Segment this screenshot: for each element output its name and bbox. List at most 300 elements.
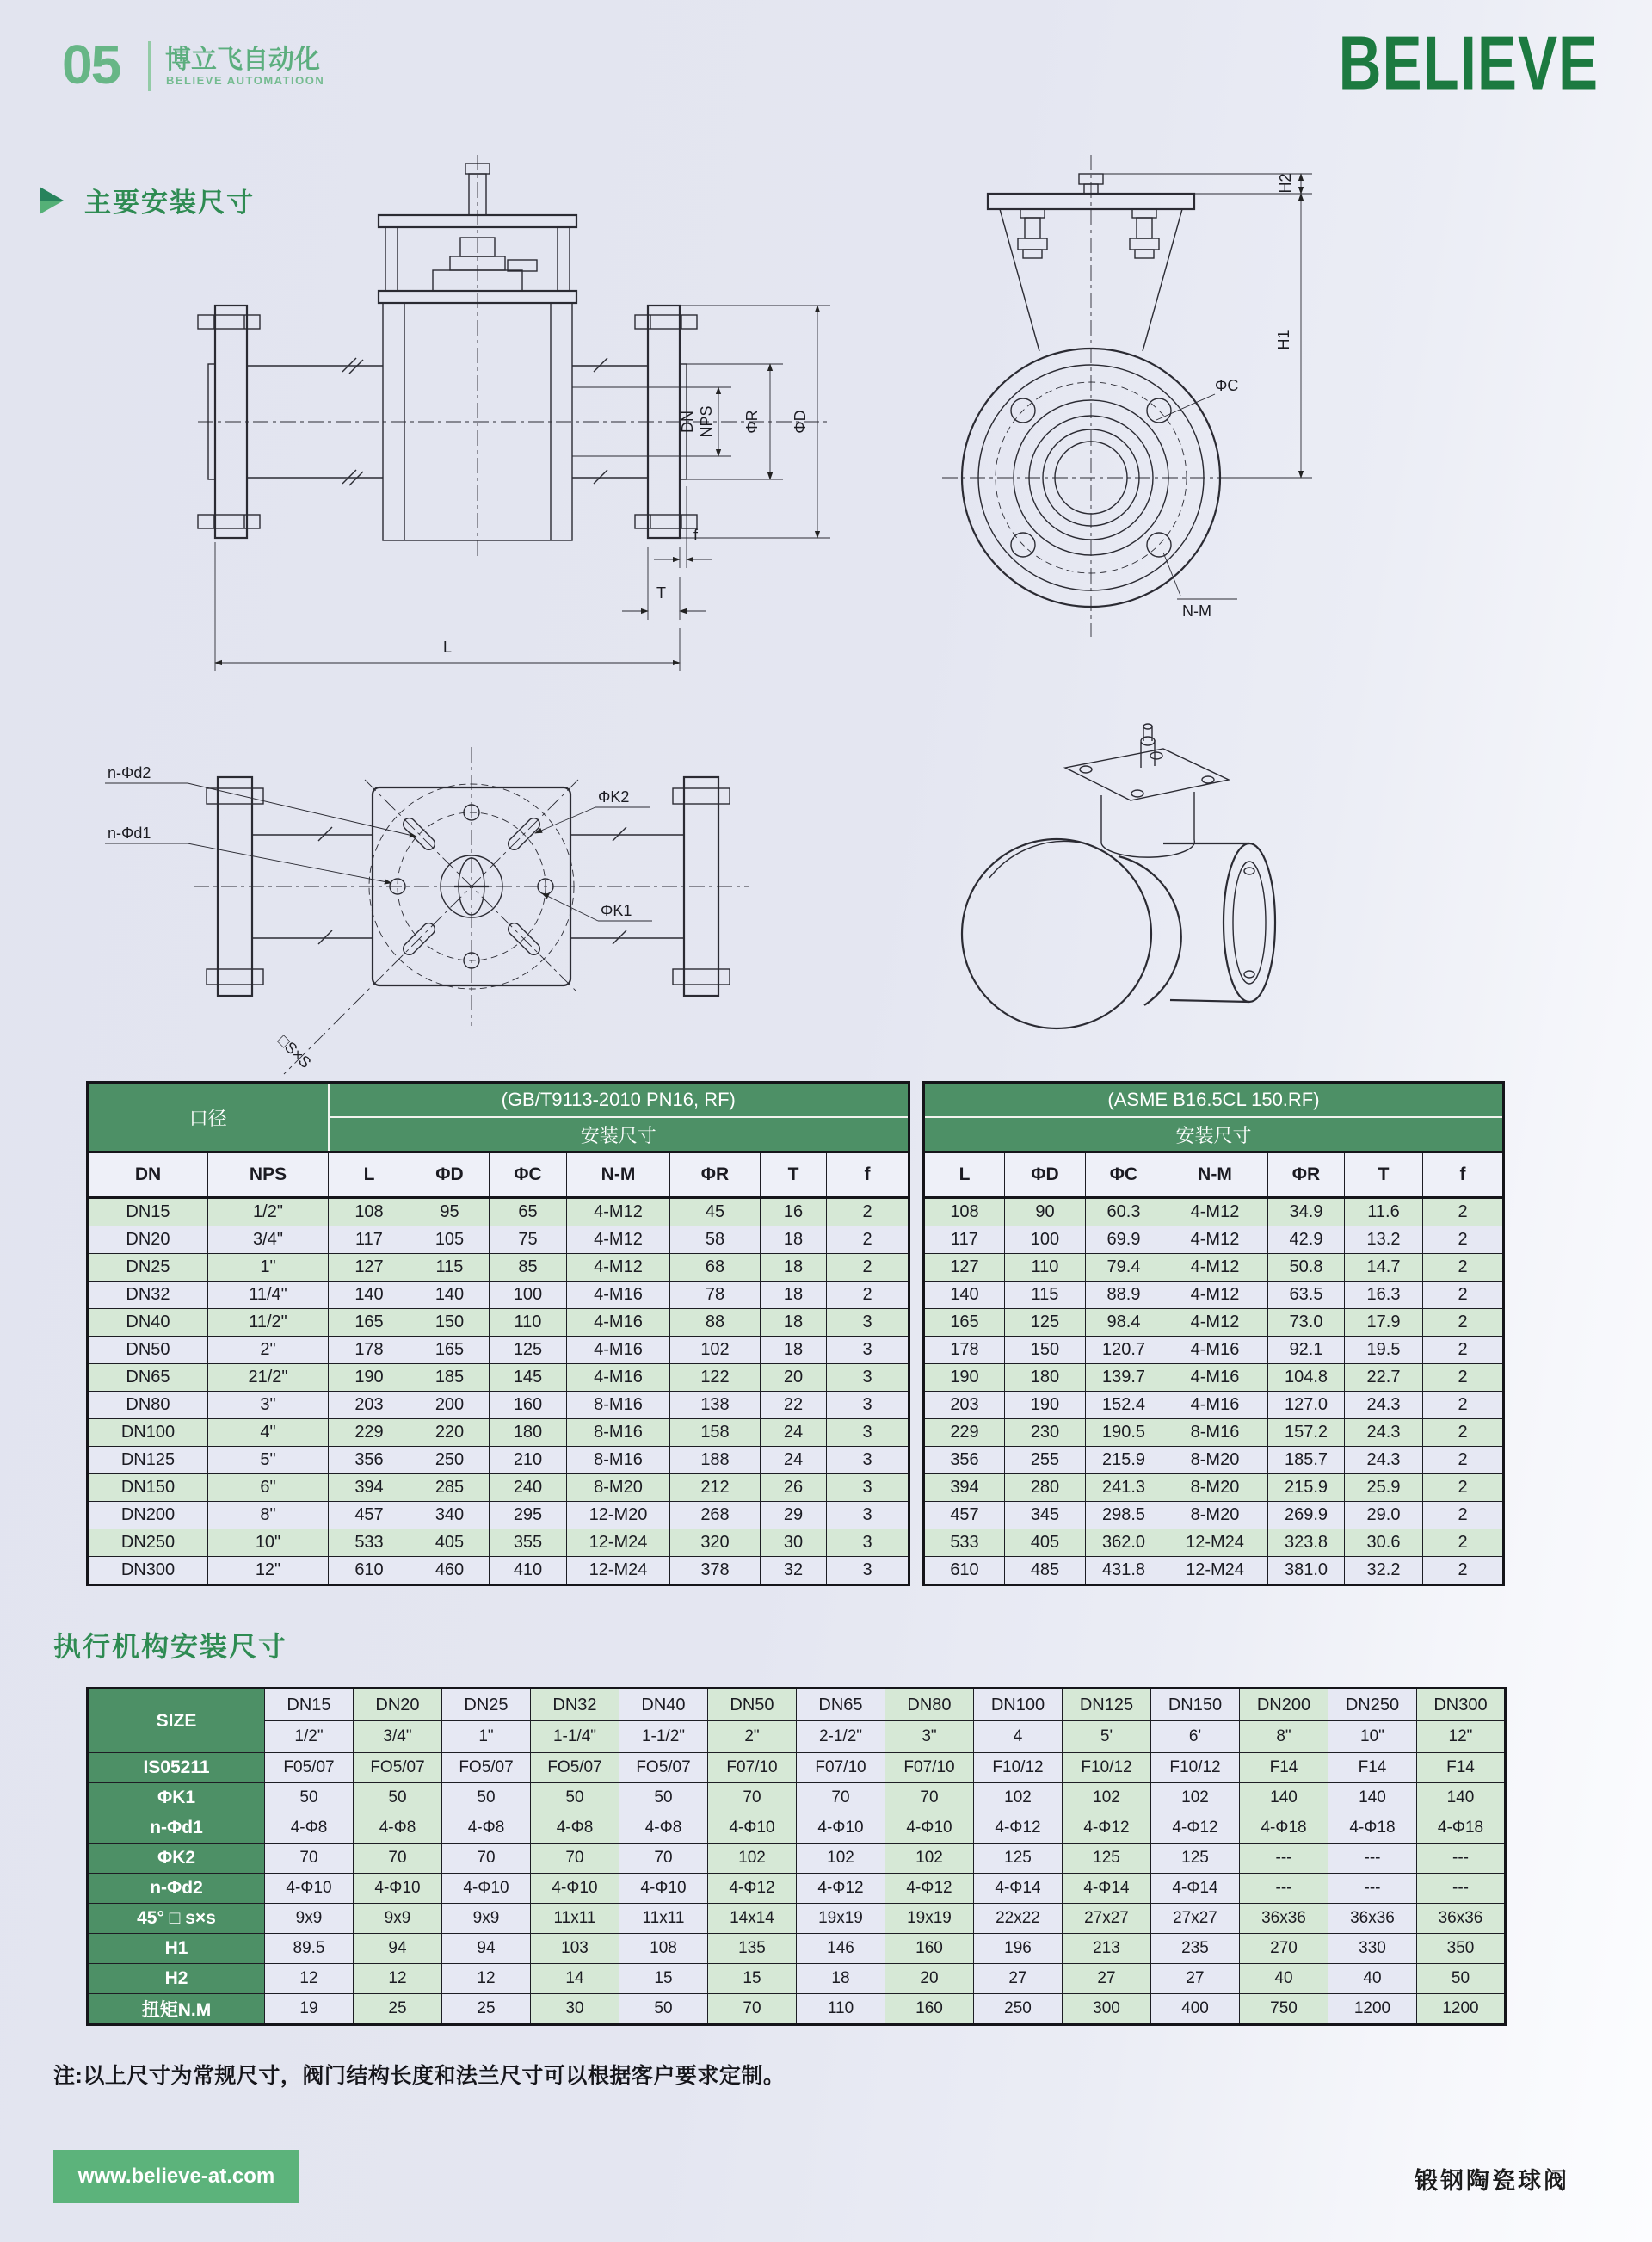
table-cell: 2: [1423, 1392, 1504, 1419]
table-cell: 3: [827, 1392, 909, 1419]
col-header: T: [761, 1152, 827, 1198]
table-cell: 295: [490, 1502, 567, 1529]
table-cell: 8-M16: [567, 1392, 670, 1419]
table-cell: 18: [761, 1282, 827, 1309]
table-cell: 42.9: [1268, 1226, 1345, 1254]
dim-label-phik2: ΦK2: [598, 788, 630, 806]
table-cell: 85: [490, 1254, 567, 1282]
table-row: [88, 1964, 1506, 1994]
table-cell: 4-Φ10: [265, 1874, 354, 1904]
table-cell: 610: [924, 1557, 1005, 1585]
product-name: 锻钢陶瓷球阀: [1415, 2168, 1569, 2194]
table-cell: 150: [410, 1309, 490, 1337]
table-cell: 140: [410, 1282, 490, 1309]
table-cell: 1/2": [265, 1721, 354, 1753]
table-cell: 400: [1151, 1994, 1240, 2025]
table-cell: 8-M20: [1162, 1502, 1268, 1529]
table-cell: DN80: [885, 1689, 974, 1721]
table-cell: 269.9: [1268, 1502, 1345, 1529]
table-cell: 102: [670, 1337, 761, 1364]
table-cell: 190.5: [1086, 1419, 1162, 1447]
table-cell: 3: [827, 1309, 909, 1337]
table-cell: 1200: [1417, 1994, 1506, 2025]
table-cell: DN20: [354, 1689, 442, 1721]
table-cell: DN50: [88, 1337, 208, 1364]
table-cell: 2: [1423, 1282, 1504, 1309]
table-cell: 4-M16: [567, 1337, 670, 1364]
table-cell: 250: [974, 1994, 1063, 2025]
table-row: [88, 1502, 909, 1529]
table-cell: 88: [670, 1309, 761, 1337]
table-cell: 6": [208, 1474, 329, 1502]
table-cell: 356: [924, 1447, 1005, 1474]
table-cell: 138: [670, 1392, 761, 1419]
col-header: f: [1423, 1152, 1504, 1198]
table-cell: 30: [761, 1529, 827, 1557]
dim-label-n-m: N-M: [1182, 602, 1211, 620]
asme-column-header-row: [924, 1152, 1504, 1198]
col-header: ΦR: [670, 1152, 761, 1198]
table-cell: 70: [531, 1844, 620, 1874]
table-cell: 4-M12: [1162, 1309, 1268, 1337]
table-row: [88, 1254, 909, 1282]
table-cell: 14: [531, 1964, 620, 1994]
table-cell: 2: [1423, 1337, 1504, 1364]
table-cell: 203: [924, 1392, 1005, 1419]
table-cell: 200: [410, 1392, 490, 1419]
table-cell: 229: [329, 1419, 410, 1447]
table-cell: 40: [1240, 1964, 1328, 1994]
table-cell: ---: [1417, 1844, 1506, 1874]
table-row: [88, 1337, 909, 1364]
table-cell: 188: [670, 1447, 761, 1474]
table-cell: 25: [442, 1994, 531, 2025]
col-header: N-M: [1162, 1152, 1268, 1198]
table-cell: 30: [531, 1994, 620, 2025]
table-cell: 27x27: [1063, 1904, 1151, 1934]
table-cell: DN300: [88, 1557, 208, 1585]
table-cell: 14.7: [1345, 1254, 1423, 1282]
dim-label-phi-r: ΦR: [743, 410, 761, 434]
table-cell: 18: [761, 1337, 827, 1364]
table-cell: F10/12: [1063, 1753, 1151, 1783]
table-cell: 115: [1005, 1282, 1086, 1309]
table-row: [88, 1874, 1506, 1904]
table-cell: 2: [1423, 1447, 1504, 1474]
valve-technical-drawings: [0, 155, 1652, 1084]
install-dim-header-cell: 安装尺寸: [329, 1117, 909, 1152]
table-cell: 3": [885, 1721, 974, 1753]
table-cell: 330: [1328, 1934, 1417, 1964]
table-cell: 27x27: [1151, 1904, 1240, 1934]
table-cell: 2: [1423, 1226, 1504, 1254]
table-cell: 70: [708, 1783, 797, 1813]
table-cell: 95: [410, 1198, 490, 1226]
table-cell: ---: [1240, 1874, 1328, 1904]
table-cell: 165: [924, 1309, 1005, 1337]
table-row: [88, 1226, 909, 1254]
table-cell: 4-M16: [567, 1364, 670, 1392]
table-cell: 10": [1328, 1721, 1417, 1753]
table-row: [924, 1198, 1504, 1226]
table-cell: 4-M16: [1162, 1337, 1268, 1364]
table-cell: F14: [1328, 1753, 1417, 1783]
table-cell: 3/4": [208, 1226, 329, 1254]
table-cell: 108: [329, 1198, 410, 1226]
table-cell: 32: [761, 1557, 827, 1585]
table-cell: DN200: [1240, 1689, 1328, 1721]
table-cell: 2: [1423, 1502, 1504, 1529]
table-cell: 140: [924, 1282, 1005, 1309]
table-cell: 4-M12: [1162, 1226, 1268, 1254]
table-cell: 4-M16: [1162, 1364, 1268, 1392]
table-cell: 1": [442, 1721, 531, 1753]
table-cell: 4-Φ12: [1063, 1813, 1151, 1844]
table-cell: 27: [1063, 1964, 1151, 1994]
table-cell: 190: [1005, 1392, 1086, 1419]
table-cell: DN15: [88, 1198, 208, 1226]
table-cell: IS05211: [88, 1753, 265, 1783]
table-cell: H2: [88, 1964, 265, 1994]
asme-dimension-table: [922, 1081, 1505, 1586]
table-cell: 230: [1005, 1419, 1086, 1447]
size-header-cell: SIZE: [88, 1689, 265, 1753]
table-cell: 50: [531, 1783, 620, 1813]
table-cell: 19x19: [797, 1904, 885, 1934]
table-cell: F14: [1417, 1753, 1506, 1783]
table-cell: 12: [265, 1964, 354, 1994]
col-header: ΦR: [1268, 1152, 1345, 1198]
table-cell: ΦK2: [88, 1844, 265, 1874]
table-row: [88, 1994, 1506, 2025]
table-row: [924, 1419, 1504, 1447]
table-cell: 4-Φ8: [442, 1813, 531, 1844]
table-cell: 63.5: [1268, 1282, 1345, 1309]
table-cell: 29.0: [1345, 1502, 1423, 1529]
table-cell: F10/12: [1151, 1753, 1240, 1783]
table-row: [924, 1337, 1504, 1364]
table-cell: DN100: [974, 1689, 1063, 1721]
table-row: [924, 1474, 1504, 1502]
table-cell: 268: [670, 1502, 761, 1529]
table-row: [88, 1364, 909, 1392]
col-header: ΦC: [490, 1152, 567, 1198]
table-cell: 22x22: [974, 1904, 1063, 1934]
asme-table-body: [924, 1198, 1504, 1585]
table-cell: 4-Φ8: [354, 1813, 442, 1844]
table-cell: 160: [885, 1934, 974, 1964]
table-cell: 扭矩N.M: [88, 1994, 265, 2025]
gb-table-body: [88, 1198, 909, 1585]
table-cell: 1200: [1328, 1994, 1417, 2025]
table-cell: 2: [827, 1198, 909, 1226]
table-cell: 4-M12: [567, 1226, 670, 1254]
table-cell: DN65: [88, 1364, 208, 1392]
table-row: [924, 1502, 1504, 1529]
table-cell: 2-1/2": [797, 1721, 885, 1753]
table-cell: 78: [670, 1282, 761, 1309]
table-cell: 70: [885, 1783, 974, 1813]
table-cell: 3: [827, 1502, 909, 1529]
table-cell: 3: [827, 1474, 909, 1502]
dim-label-t: T: [656, 584, 666, 602]
table-cell: 108: [924, 1198, 1005, 1226]
table-cell: 19: [265, 1994, 354, 2025]
table-cell: 2": [708, 1721, 797, 1753]
table-cell: 4-Φ14: [1151, 1874, 1240, 1904]
table-cell: 3: [827, 1557, 909, 1585]
table-cell: 18: [797, 1964, 885, 1994]
side-view-drawing: [942, 155, 1312, 637]
table-cell: 4-Φ12: [708, 1874, 797, 1904]
dim-label-sxs: □S×S: [274, 1031, 315, 1072]
table-cell: 3: [827, 1529, 909, 1557]
table-cell: 79.4: [1086, 1254, 1162, 1282]
table-cell: DN300: [1417, 1689, 1506, 1721]
table-cell: 94: [354, 1934, 442, 1964]
table-cell: 212: [670, 1474, 761, 1502]
table-row: [924, 1447, 1504, 1474]
table-cell: 110: [797, 1994, 885, 2025]
table-cell: 117: [924, 1226, 1005, 1254]
table-cell: DN20: [88, 1226, 208, 1254]
table-cell: 235: [1151, 1934, 1240, 1964]
table-cell: 298.5: [1086, 1502, 1162, 1529]
table-cell: DN40: [88, 1309, 208, 1337]
table-cell: 127: [329, 1254, 410, 1282]
table-cell: 50.8: [1268, 1254, 1345, 1282]
table-cell: 24: [761, 1419, 827, 1447]
table-cell: 125: [1151, 1844, 1240, 1874]
table-cell: 102: [974, 1783, 1063, 1813]
table-cell: 18: [761, 1226, 827, 1254]
table-cell: 180: [1005, 1364, 1086, 1392]
table-cell: 18: [761, 1254, 827, 1282]
table-row: [88, 1904, 1506, 1934]
table-cell: DN65: [797, 1689, 885, 1721]
table-cell: FO5/07: [442, 1753, 531, 1783]
table-cell: 22: [761, 1392, 827, 1419]
page-number: 05: [62, 34, 120, 96]
table-cell: 69.9: [1086, 1226, 1162, 1254]
table-row: [88, 1447, 909, 1474]
top-view-drawing: [105, 747, 749, 1074]
table-cell: DN25: [442, 1689, 531, 1721]
col-header: f: [827, 1152, 909, 1198]
table-cell: 45° □ s×s: [88, 1904, 265, 1934]
table-cell: 4-M16: [1162, 1392, 1268, 1419]
dim-label-h1: H1: [1275, 330, 1292, 350]
table-cell: 50: [1417, 1964, 1506, 1994]
table-cell: 127.0: [1268, 1392, 1345, 1419]
table-cell: 50: [442, 1783, 531, 1813]
table-cell: 4-Φ18: [1328, 1813, 1417, 1844]
table-cell: DN50: [708, 1689, 797, 1721]
triangle-bullet-icon: [40, 186, 65, 215]
table-cell: 533: [329, 1529, 410, 1557]
table-cell: 6': [1151, 1721, 1240, 1753]
table-cell: 1-1/2": [620, 1721, 708, 1753]
table-cell: 4-Φ10: [442, 1874, 531, 1904]
table-cell: 4-Φ10: [354, 1874, 442, 1904]
table-cell: H1: [88, 1934, 265, 1964]
table-cell: 110: [490, 1309, 567, 1337]
table-cell: 457: [924, 1502, 1005, 1529]
table-cell: 110: [1005, 1254, 1086, 1282]
table-cell: 120.7: [1086, 1337, 1162, 1364]
table-row: [924, 1392, 1504, 1419]
table-cell: 8-M16: [567, 1419, 670, 1447]
table-cell: 4-Φ12: [885, 1874, 974, 1904]
table-cell: 14x14: [708, 1904, 797, 1934]
table-cell: 12: [442, 1964, 531, 1994]
asme-standard-header-cell: (ASME B16.5CL 150.RF): [924, 1083, 1504, 1118]
dim-label-dn: DN: [679, 411, 696, 433]
table-cell: n-Φd1: [88, 1813, 265, 1844]
table-cell: 345: [1005, 1502, 1086, 1529]
table-row: [924, 1282, 1504, 1309]
table-cell: 29: [761, 1502, 827, 1529]
table-cell: 21/2": [208, 1364, 329, 1392]
table-cell: 165: [410, 1337, 490, 1364]
table-row: [88, 1474, 909, 1502]
table-cell: 157.2: [1268, 1419, 1345, 1447]
table-cell: DN25: [88, 1254, 208, 1282]
install-dim-header-cell: 安装尺寸: [924, 1117, 1504, 1152]
table-cell: 180: [490, 1419, 567, 1447]
table-cell: 350: [1417, 1934, 1506, 1964]
table-cell: 213: [1063, 1934, 1151, 1964]
table-cell: 8-M16: [567, 1447, 670, 1474]
section-main-dimensions: [40, 181, 255, 219]
believe-logo: BELIEVE: [1338, 22, 1599, 106]
table-cell: 185: [410, 1364, 490, 1392]
table-cell: 94: [442, 1934, 531, 1964]
table-row: [88, 1392, 909, 1419]
table-cell: 3: [827, 1447, 909, 1474]
table-cell: 115: [410, 1254, 490, 1282]
table-row: [88, 1282, 909, 1309]
table-cell: DN125: [1063, 1689, 1151, 1721]
table-cell: 356: [329, 1447, 410, 1474]
table-cell: 5": [208, 1447, 329, 1474]
table-cell: DN150: [88, 1474, 208, 1502]
table-cell: 70: [708, 1994, 797, 2025]
table-cell: 485: [1005, 1557, 1086, 1585]
table-cell: 13.2: [1345, 1226, 1423, 1254]
table-cell: 4-M12: [1162, 1198, 1268, 1226]
table-cell: 2: [1423, 1557, 1504, 1585]
table-cell: 50: [620, 1994, 708, 2025]
table-cell: 4: [974, 1721, 1063, 1753]
table-cell: FO5/07: [620, 1753, 708, 1783]
table-cell: 12-M20: [567, 1502, 670, 1529]
table-cell: 2: [827, 1226, 909, 1254]
table-cell: 610: [329, 1557, 410, 1585]
table-cell: 8-M16: [1162, 1419, 1268, 1447]
table-cell: 340: [410, 1502, 490, 1529]
table-cell: 160: [885, 1994, 974, 2025]
table-cell: DN32: [531, 1689, 620, 1721]
t2-body: [88, 1753, 1506, 2025]
table-cell: ΦK1: [88, 1783, 265, 1813]
table-cell: 12: [354, 1964, 442, 1994]
table-cell: 4-Φ10: [885, 1813, 974, 1844]
table-cell: 36x36: [1240, 1904, 1328, 1934]
col-header: L: [924, 1152, 1005, 1198]
table-cell: 405: [1005, 1529, 1086, 1557]
gb-column-header-row: [88, 1152, 909, 1198]
table-cell: 100: [1005, 1226, 1086, 1254]
section-title: 主要安装尺寸: [84, 188, 255, 218]
table-cell: 203: [329, 1392, 410, 1419]
table-cell: 4-Φ10: [708, 1813, 797, 1844]
table-cell: 11/4": [208, 1282, 329, 1309]
table-cell: 70: [620, 1844, 708, 1874]
table-cell: 40: [1328, 1964, 1417, 1994]
dim-label-phi-d: ΦD: [792, 410, 809, 434]
footnote: 注:以上尺寸为常规尺寸，阀门结构长度和法兰尺寸可以根据客户要求定制。: [53, 2064, 786, 2088]
table-cell: 210: [490, 1447, 567, 1474]
table-cell: 3: [827, 1419, 909, 1447]
table-cell: 4-Φ10: [620, 1874, 708, 1904]
table-cell: F07/10: [885, 1753, 974, 1783]
table-row: [88, 1753, 1506, 1783]
table-cell: 75: [490, 1226, 567, 1254]
table-cell: 405: [410, 1529, 490, 1557]
table-cell: 241.3: [1086, 1474, 1162, 1502]
table-cell: 3": [208, 1392, 329, 1419]
table-cell: 146: [797, 1934, 885, 1964]
table-cell: 36x36: [1328, 1904, 1417, 1934]
table-cell: 4": [208, 1419, 329, 1447]
col-header: T: [1345, 1152, 1423, 1198]
front-view-drawing: [198, 155, 830, 671]
table-cell: 3: [827, 1364, 909, 1392]
table-cell: DN40: [620, 1689, 708, 1721]
table-cell: 2: [827, 1254, 909, 1282]
table-cell: 140: [1417, 1783, 1506, 1813]
table-cell: 2: [1423, 1198, 1504, 1226]
table-cell: F05/07: [265, 1753, 354, 1783]
table-cell: 88.9: [1086, 1282, 1162, 1309]
table-cell: 280: [1005, 1474, 1086, 1502]
table-cell: DN150: [1151, 1689, 1240, 1721]
table-cell: 4-M12: [567, 1198, 670, 1226]
dim-label-f: f: [693, 527, 699, 544]
table-cell: 122: [670, 1364, 761, 1392]
table-cell: 11/2": [208, 1309, 329, 1337]
table-cell: 2: [827, 1282, 909, 1309]
table-cell: DN250: [1328, 1689, 1417, 1721]
table-cell: 12-M24: [567, 1557, 670, 1585]
table-cell: 127: [924, 1254, 1005, 1282]
table-cell: 750: [1240, 1994, 1328, 2025]
table-cell: 1-1/4": [531, 1721, 620, 1753]
table-cell: 381.0: [1268, 1557, 1345, 1585]
col-header: ΦD: [410, 1152, 490, 1198]
table-cell: DN15: [265, 1689, 354, 1721]
table-cell: 125: [490, 1337, 567, 1364]
table-cell: 533: [924, 1529, 1005, 1557]
table-row: [88, 1813, 1506, 1844]
table-cell: 20: [885, 1964, 974, 1994]
table-cell: 25.9: [1345, 1474, 1423, 1502]
table-cell: 16: [761, 1198, 827, 1226]
table-cell: 16.3: [1345, 1282, 1423, 1309]
t2-size-row: [88, 1721, 1506, 1753]
table-cell: 8": [1240, 1721, 1328, 1753]
